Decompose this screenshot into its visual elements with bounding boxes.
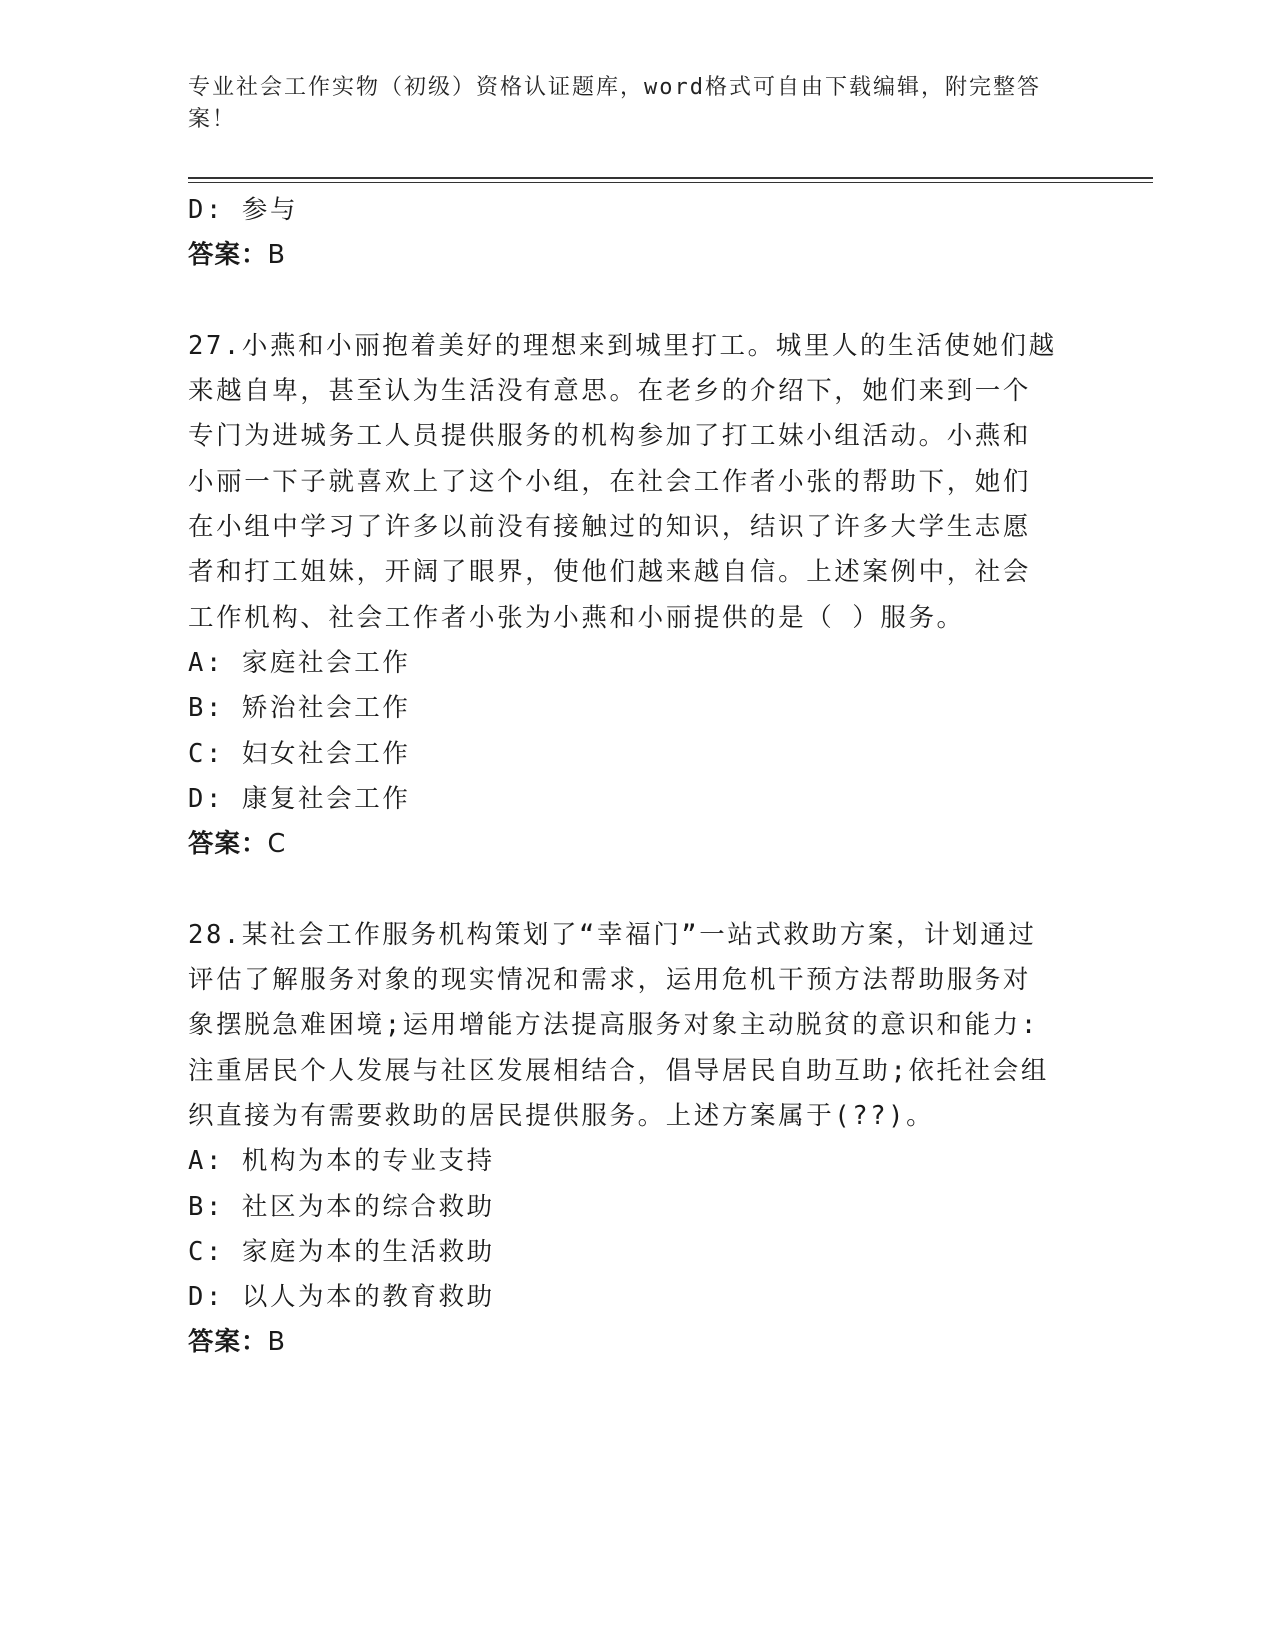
answer-value: C <box>267 829 287 860</box>
question-line: 象摆脱急难困境;运用增能方法提高服务对象主动脱贫的意识和能力: <box>188 1010 1039 1041</box>
question-line: 小丽一下子就喜欢上了这个小组，在社会工作者小张的帮助下，她们 <box>188 466 1032 497</box>
spacer <box>188 279 1078 324</box>
question-line: 织直接为有需要救助的居民提供服务。上述方案属于(??)。 <box>188 1100 935 1131</box>
answer-label: 答案： <box>188 829 268 860</box>
option-d: D: 康复社会工作 <box>188 783 411 814</box>
document-header <box>188 72 1068 136</box>
question-line: 27.小燕和小丽抱着美好的理想来到城里打工。城里人的生活使她们越 <box>188 330 1057 361</box>
prev-answer <box>188 233 1078 278</box>
question-line: 者和打工姐妹，开阔了眼界，使他们越来越自信。上述案例中，社会 <box>188 557 1032 588</box>
question-line: 在小组中学习了许多以前没有接触过的知识，结识了许多大学生志愿 <box>188 512 1032 543</box>
answer-value: B <box>267 1327 287 1358</box>
question-line: 评估了解服务对象的现实情况和需求，运用危机干预方法帮助服务对 <box>188 965 1032 996</box>
header-text: 专业社会工作实物（初级）资格认证题库，word格式可自由下载编辑，附完整答案！ <box>188 75 1041 132</box>
question-28 <box>188 913 1078 1366</box>
spacer <box>188 867 1078 912</box>
answer-label: 答案： <box>188 1327 268 1358</box>
option-d: D: 以人为本的教育救助 <box>188 1282 495 1313</box>
question-27 <box>188 324 1078 868</box>
option-c: C: 妇女社会工作 <box>188 738 411 769</box>
option-a: A: 机构为本的专业支持 <box>188 1146 495 1177</box>
answer-value: B <box>267 240 287 271</box>
header-rule-thick <box>188 177 1153 179</box>
answer <box>188 1320 1078 1365</box>
question-line: 专门为进城务工人员提供服务的机构参加了打工妹小组活动。小燕和 <box>188 421 1032 452</box>
answer <box>188 822 1078 867</box>
header-rule-thin <box>188 182 1153 183</box>
prev-option-d: D: 参与 <box>188 195 299 225</box>
option-c: C: 家庭为本的生活救助 <box>188 1236 495 1267</box>
question-content <box>188 188 1078 1366</box>
answer-label: 答案： <box>188 240 268 271</box>
option-b: B: 社区为本的综合救助 <box>188 1191 495 1222</box>
question-line: 来越自卑，甚至认为生活没有意思。在老乡的介绍下，她们来到一个 <box>188 376 1032 407</box>
question-line: 注重居民个人发展与社区发展相结合，倡导居民自助互助;依托社会组 <box>188 1055 1049 1086</box>
option-a: A: 家庭社会工作 <box>188 647 411 678</box>
question-line: 工作机构、社会工作者小张为小燕和小丽提供的是（ ）服务。 <box>188 602 965 633</box>
question-line: 28.某社会工作服务机构策划了“幸福门”一站式救助方案，计划通过 <box>188 919 1037 950</box>
option-b: B: 矫治社会工作 <box>188 693 411 724</box>
